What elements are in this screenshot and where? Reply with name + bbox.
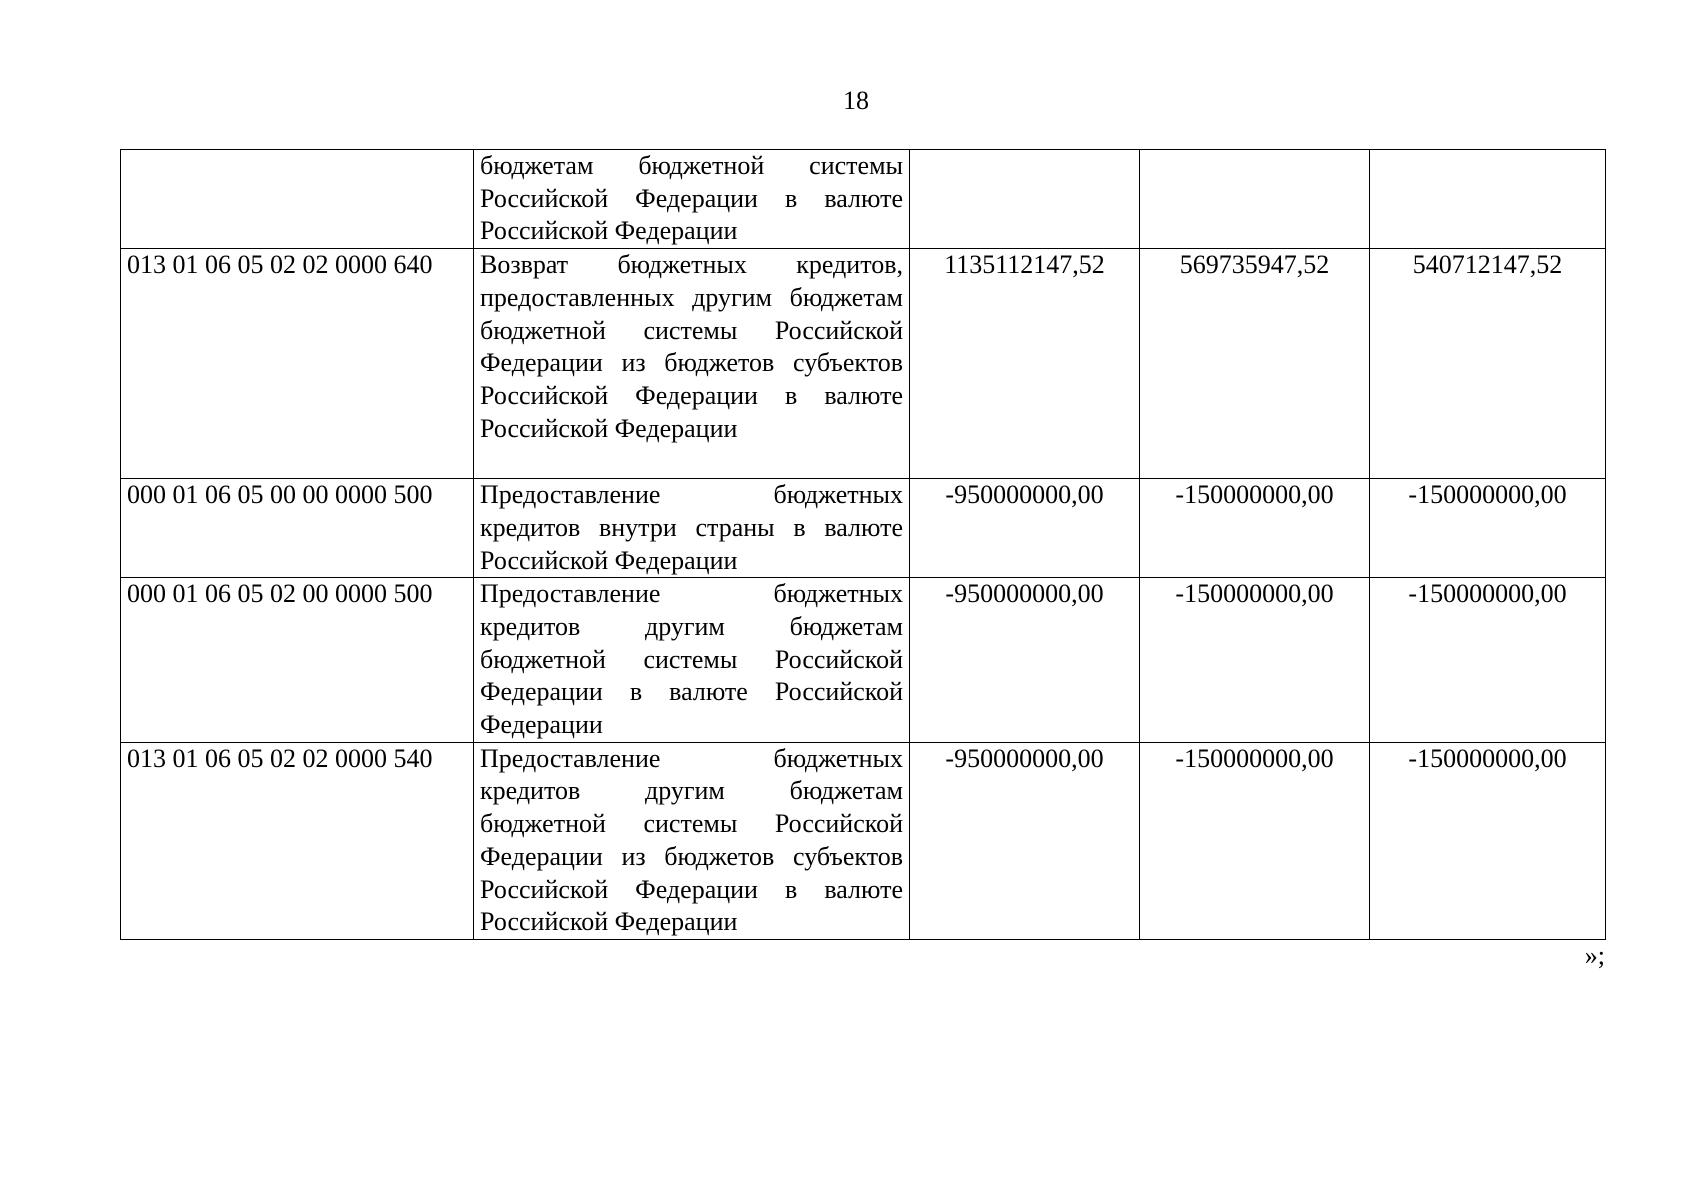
year-1-amount-cell: -950000000,00 xyxy=(910,742,1140,939)
year-3-amount-cell xyxy=(1370,150,1606,249)
year-1-amount-cell: 1135112147,52 xyxy=(910,249,1140,479)
year-3-amount-cell: -150000000,00 xyxy=(1370,479,1606,578)
classification-code-cell: 000 01 06 05 02 00 0000 500 xyxy=(121,578,474,743)
budget-sources-table xyxy=(120,149,1606,940)
year-1-amount-cell xyxy=(910,150,1140,249)
year-3-amount-cell: -150000000,00 xyxy=(1370,578,1606,743)
classification-code-cell xyxy=(121,150,474,249)
table-row xyxy=(121,479,1606,578)
description-cell: Предоставление бюджетных кредитов другим бюджетам бюджетной системы Российской Федерации в валюте Российской Федерации xyxy=(474,578,910,743)
year-2-amount-cell: -150000000,00 xyxy=(1140,479,1370,578)
page-number: 18 xyxy=(843,86,869,115)
closing-quote-mark: »; xyxy=(1584,941,1605,970)
year-1-amount-cell: -950000000,00 xyxy=(910,479,1140,578)
year-1-amount-cell: -950000000,00 xyxy=(910,578,1140,743)
description-cell: бюджетам бюджетной системы Российской Федерации в валюте Российской Федерации xyxy=(474,150,910,249)
table-row xyxy=(121,578,1606,743)
table-row xyxy=(121,249,1606,479)
table-row xyxy=(121,742,1606,939)
description-cell: Предоставление бюджетных кредитов внутри страны в валюте Российской Федерации xyxy=(474,479,910,578)
year-2-amount-cell: 569735947,52 xyxy=(1140,249,1370,479)
year-2-amount-cell xyxy=(1140,150,1370,249)
year-3-amount-cell: 540712147,52 xyxy=(1370,249,1606,479)
classification-code-cell: 013 01 06 05 02 02 0000 640 xyxy=(121,249,474,479)
year-3-amount-cell: -150000000,00 xyxy=(1370,742,1606,939)
classification-code-cell: 013 01 06 05 02 02 0000 540 xyxy=(121,742,474,939)
description-cell: Предоставление бюджетных кредитов другим бюджетам бюджетной системы Российской Федерации из бюджетов субъектов Российской Федерации в валюте Российской Федерации xyxy=(474,742,910,939)
classification-code-cell: 000 01 06 05 00 00 0000 500 xyxy=(121,479,474,578)
table-row xyxy=(121,150,1606,249)
year-2-amount-cell: -150000000,00 xyxy=(1140,578,1370,743)
description-cell: Возврат бюджетных кредитов, предоставленных другим бюджетам бюджетной системы Российской Федерации из бюджетов субъектов Российской Федерации в валюте Российской Федерации xyxy=(474,249,910,479)
year-2-amount-cell: -150000000,00 xyxy=(1140,742,1370,939)
